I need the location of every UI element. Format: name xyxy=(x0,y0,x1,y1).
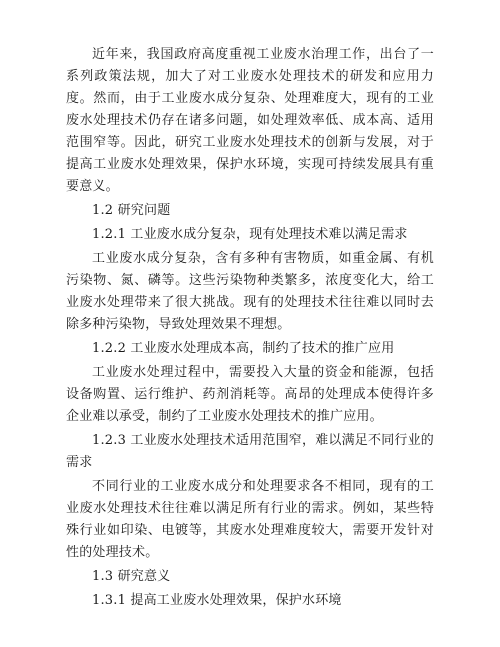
section-1-2-title: 1.2 研究问题 xyxy=(92,203,171,218)
section-1-2-3-body: 不同行业的工业废水成分和处理要求各不相同，现有的工业废水处理技术往往难以满足所有行业的需求。例如，某些特殊行业如印染、电镀等，其废水处理难度较大，需要开发针对性的处理技术。 xyxy=(66,479,434,560)
section-1-3-1-title: 1.3.1 提高工业废水处理效果，保护水环境 xyxy=(92,593,342,608)
section-1-2-3-title: 1.2.3 工业废水处理技术适用范围窄，难以满足不同行业的需求 xyxy=(66,433,435,470)
section-1-3-title: 1.3 研究意义 xyxy=(92,569,171,584)
intro-paragraph: 近年来，我国政府高度重视工业废水治理工作，出台了一系列政策法规，加大了对工业废水处理技术的研发和应用力度。然而，由于工业废水成分复杂、处理难度大，现有的工业废水处理技术仍存在诸多问题，如处理效率低、成本高、适用范围窄等。因此，研究工业废水处理技术的创新与发展，对于提高工业废水处理效果，保护水环境，实现可持续发展具有重要意义。 xyxy=(66,47,434,194)
section-1-2-1-title: 1.2.1 工业废水成分复杂，现有处理技术难以满足需求 xyxy=(92,227,408,242)
section-1-2-1-body: 工业废水成分复杂，含有多种有害物质，如重金属、有机污染物、氮、磷等。这些污染物种类繁多，浓度变化大，给工业废水处理带来了很大挑战。现有的处理技术往往难以同时去除多种污染物，导致处理效果不理想。 xyxy=(66,251,434,332)
section-1-2-2-title: 1.2.2 工业废水处理成本高，制约了技术的推广应用 xyxy=(92,341,395,356)
section-1-2-2-body: 工业废水处理过程中，需要投入大量的资金和能源，包括设备购置、运行维护、药剂消耗等。高昂的处理成本使得许多企业难以承受，制约了工业废水处理技术的推广应用。 xyxy=(66,365,434,424)
